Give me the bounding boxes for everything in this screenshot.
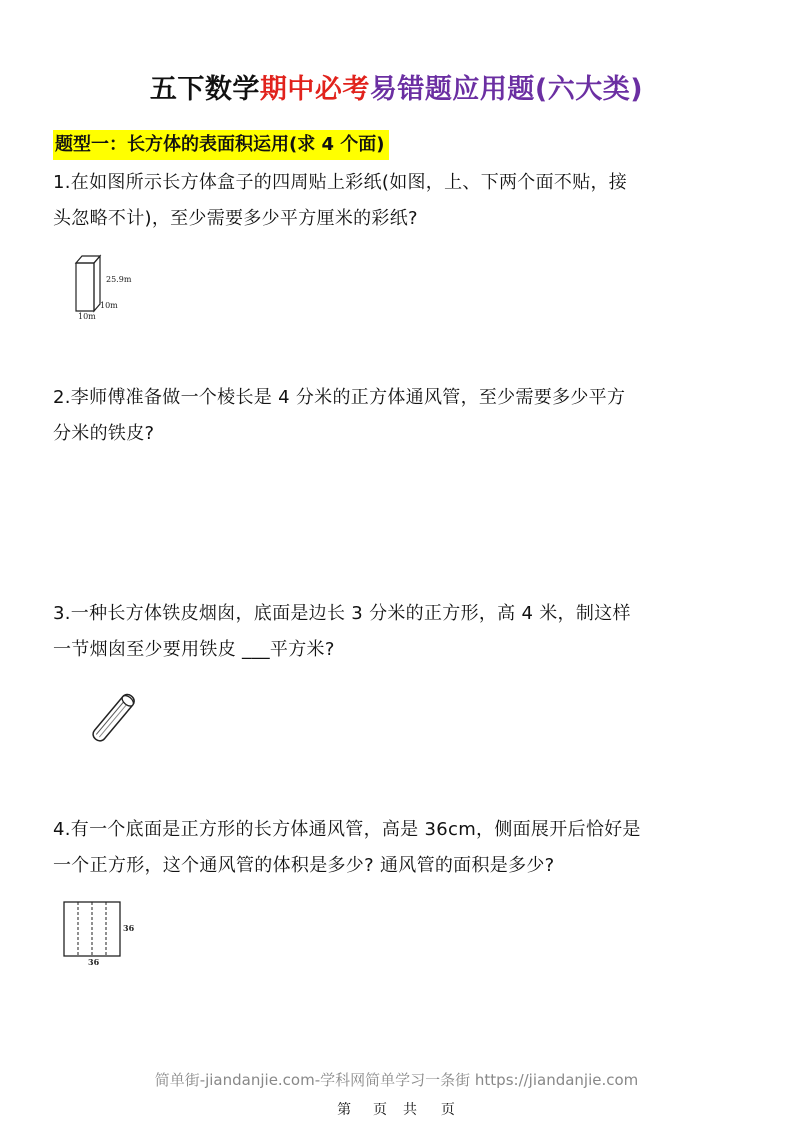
question-4-line-2: 一个正方形，这个通风管的体积是多少? 通风管的面积是多少? <box>53 855 555 876</box>
question-2-line-1: 2.李师傅准备做一个棱长是 4 分米的正方体通风管，至少需要多少平方 <box>53 387 626 408</box>
title-part-2: 期中必考 <box>259 74 370 105</box>
question-3 <box>53 596 738 668</box>
figure-1-height-label: 25.9m <box>106 275 132 284</box>
cuboid-box-figure <box>74 253 144 321</box>
title-part-1: 五下数学 <box>149 74 260 105</box>
figure-1-depth-label: 10m <box>100 301 118 310</box>
figure-1-width-label: 10m <box>78 312 96 321</box>
question-1-line-2: 头忽略不计)，至少需要多少平方厘米的彩纸? <box>53 208 418 229</box>
page-number <box>0 1100 793 1120</box>
unfolded-side-figure <box>60 898 138 968</box>
figure-4-height-label: 36 <box>123 923 135 933</box>
section-heading: 题型一：长方体的表面积运用(求 4 个面) <box>53 130 389 160</box>
question-4 <box>53 812 738 884</box>
question-1 <box>53 165 738 237</box>
title-part-3: 易错题应用题(六大类) <box>369 74 644 105</box>
page-mid: 页 <box>373 1102 389 1118</box>
document-title <box>0 70 793 110</box>
question-4-line-1: 4.有一个底面是正方形的长方体通风管，高是 36cm，侧面展开后恰好是 <box>53 819 641 840</box>
page-suffix: 页 <box>440 1102 456 1118</box>
question-3-line-1: 3.一种长方体铁皮烟囱，底面是边长 3 分米的正方形，高 4 米，制这样 <box>53 603 631 624</box>
chimney-pipe-figure <box>84 686 144 750</box>
question-2-line-2: 分米的铁皮? <box>53 423 155 444</box>
question-2 <box>53 380 738 452</box>
footer-source: 简单街-jiandanjie.com-学科网简单学习一条街 https://jiandanjie.com <box>154 1071 639 1089</box>
page-total-prefix: 共 <box>402 1102 418 1118</box>
question-3-line-2: 一节烟囱至少要用铁皮 ___平方米? <box>53 639 335 660</box>
page-prefix: 第 <box>337 1102 353 1118</box>
question-1-line-1: 1.在如图所示长方体盒子的四周贴上彩纸(如图，上、下两个面不贴，接 <box>53 172 628 193</box>
figure-4-width-label: 36 <box>88 957 100 967</box>
